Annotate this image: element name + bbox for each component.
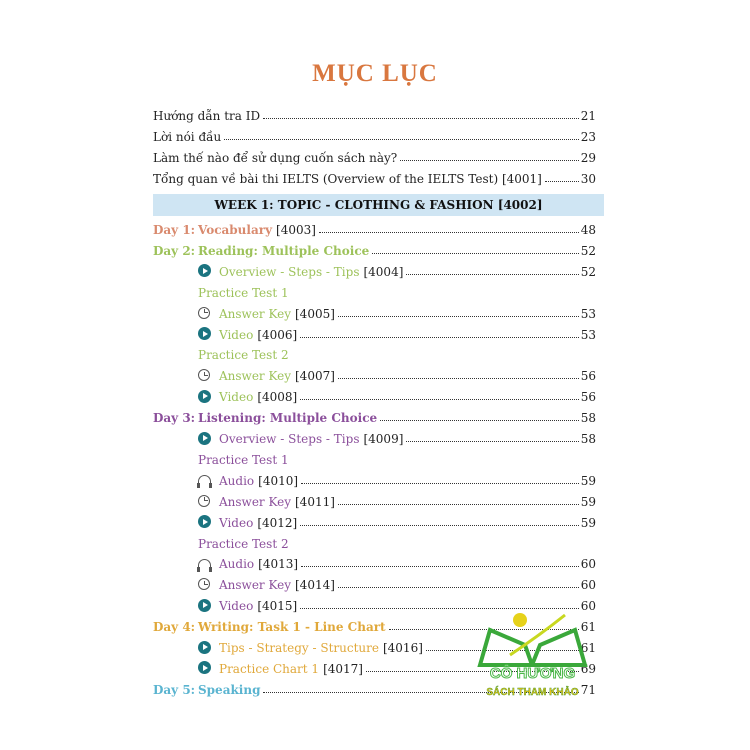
- toc-row[interactable]: [153, 489, 596, 509]
- section-title: Writing: Task 1 - Line Chart: [198, 620, 386, 635]
- icon-glyph: [198, 515, 211, 528]
- entry-code: [4011]: [295, 494, 335, 509]
- entry-code: [4010]: [258, 473, 299, 488]
- toc-row[interactable]: [153, 238, 596, 258]
- play-icon: [198, 597, 219, 613]
- play-icon: [198, 388, 219, 404]
- entry-code: [4006]: [257, 327, 298, 342]
- play-icon: [198, 430, 219, 446]
- entry-label: Practice Chart 1: [219, 661, 320, 676]
- entry-code: [4007]: [295, 369, 335, 384]
- dot-leader: [300, 337, 579, 338]
- entry-code: [4013]: [258, 557, 299, 572]
- page-number: 59: [580, 515, 596, 530]
- page-number: 69: [580, 661, 596, 676]
- page-number: 60: [580, 557, 596, 572]
- page-number: 53: [580, 306, 596, 321]
- toc-row[interactable]: [153, 342, 596, 362]
- week-header: WEEK 1: TOPIC - CLOTHING & FASHION [4002]: [153, 194, 604, 216]
- page-number: 71: [580, 682, 596, 697]
- entry-code: [4015]: [257, 599, 298, 614]
- toc-label: Hướng dẫn tra ID: [153, 109, 261, 123]
- page-number: 52: [580, 243, 596, 258]
- entry-label: Answer Key: [219, 306, 291, 321]
- page-number: 52: [580, 264, 596, 279]
- entry-code: [4005]: [295, 306, 335, 321]
- day-label: Day 2:: [153, 243, 196, 258]
- entry-code: [4004]: [363, 264, 404, 279]
- page-number: 61: [580, 641, 596, 655]
- icon-glyph: [198, 264, 211, 277]
- dot-leader: [301, 483, 579, 484]
- section-title: Listening: Multiple Choice: [198, 411, 378, 426]
- section-title: Reading: Multiple Choice: [198, 243, 370, 258]
- day-label: Day 1:: [153, 223, 196, 237]
- toc-row[interactable]: [153, 510, 596, 530]
- toc-row[interactable]: [153, 280, 596, 300]
- entry-code: [4003]: [276, 223, 316, 237]
- entry-code: [4017]: [323, 661, 363, 676]
- icon-glyph: [198, 307, 210, 319]
- toc-row[interactable]: [153, 572, 596, 592]
- icon-glyph: [198, 599, 211, 612]
- icon-glyph: [198, 369, 210, 381]
- dot-leader: [380, 420, 579, 421]
- dot-leader: [263, 118, 579, 119]
- page-number: 29: [580, 151, 596, 165]
- entry-label: Answer Key: [219, 578, 291, 593]
- toc-row[interactable]: [153, 405, 596, 425]
- page-number: 53: [580, 327, 596, 342]
- section-title: Speaking: [198, 682, 261, 697]
- dot-leader: [406, 274, 578, 275]
- dot-leader: [372, 253, 578, 254]
- toc-row[interactable]: [153, 103, 596, 123]
- icon-glyph: [198, 475, 211, 484]
- entry-label: Video: [219, 515, 254, 530]
- page-number: 30: [580, 172, 596, 186]
- clock-icon: [198, 367, 219, 383]
- page-number: 59: [580, 494, 596, 509]
- page-number: 59: [580, 473, 596, 488]
- day-label: Day 3:: [153, 411, 196, 426]
- icon-glyph: [198, 641, 211, 654]
- toc-row[interactable]: [153, 322, 596, 342]
- entry-label: Audio: [219, 557, 255, 572]
- toc-row[interactable]: [153, 447, 596, 467]
- play-icon: [198, 639, 219, 655]
- logo-subtitle: SÁCH THAM KHẢO: [486, 687, 579, 698]
- logo-name: CÔ HƯƠNG: [489, 665, 576, 682]
- entry-label: Overview - Steps - Tips: [219, 264, 360, 279]
- dot-leader: [338, 316, 579, 317]
- page-number: 58: [580, 411, 596, 426]
- day-label: Day 4:: [153, 620, 196, 635]
- dot-leader: [338, 587, 579, 588]
- entry-label: Tips - Strategy - Structure: [219, 641, 379, 655]
- dot-leader: [338, 504, 579, 505]
- entry-label: Video: [219, 599, 254, 614]
- toc-row[interactable]: [153, 426, 596, 446]
- publisher-logo: [470, 605, 600, 705]
- page-title: MỤC LỤC: [312, 60, 438, 87]
- dot-leader: [224, 139, 579, 140]
- dot-leader: [400, 160, 579, 161]
- practice-test-heading: Practice Test 2: [198, 536, 289, 551]
- toc-label: Lời nói đầu: [153, 130, 222, 144]
- toc-row[interactable]: [153, 384, 596, 404]
- dot-leader: [300, 525, 579, 526]
- clock-icon: [198, 493, 219, 509]
- play-icon: [198, 263, 219, 279]
- entry-label: Audio: [219, 473, 255, 488]
- toc-row[interactable]: [153, 468, 596, 488]
- dot-leader: [301, 566, 579, 567]
- icon-glyph: [198, 327, 211, 340]
- dot-leader: [338, 378, 579, 379]
- page-number: 23: [580, 130, 596, 144]
- dot-leader: [319, 232, 579, 233]
- dot-leader: [406, 441, 578, 442]
- toc-row[interactable]: [153, 145, 596, 165]
- entry-label: Answer Key: [219, 494, 291, 509]
- headphones-icon: [198, 472, 219, 488]
- page-number: 48: [580, 223, 596, 237]
- icon-glyph: [198, 559, 211, 568]
- entry-code: [4014]: [295, 578, 335, 593]
- practice-test-heading: Practice Test 1: [198, 452, 289, 467]
- toc-row[interactable]: [153, 551, 596, 571]
- toc-label: Làm thế nào để sử dụng cuốn sách này?: [153, 151, 398, 165]
- page-number: 56: [580, 369, 596, 384]
- entry-label: Video: [219, 390, 254, 405]
- entry-label: Overview - Steps - Tips: [219, 432, 360, 446]
- entry-code: [4009]: [363, 432, 404, 446]
- book-logo-icon: [470, 605, 595, 670]
- entry-label: Answer Key: [219, 369, 291, 384]
- toc-row[interactable]: [153, 259, 596, 279]
- clock-icon: [198, 576, 219, 592]
- page-number: 60: [580, 578, 596, 593]
- toc-row[interactable]: [153, 217, 596, 237]
- entry-code: [4008]: [257, 390, 298, 405]
- page-number: 60: [580, 599, 596, 614]
- toc-row[interactable]: [153, 124, 596, 144]
- icon-glyph: [198, 578, 210, 590]
- dot-leader: [545, 181, 579, 182]
- dot-leader: [300, 399, 579, 400]
- headphones-icon: [198, 555, 219, 571]
- entry-label: Video: [219, 327, 254, 342]
- icon-glyph: [198, 495, 210, 507]
- play-icon: [198, 326, 219, 342]
- icon-glyph: [198, 432, 211, 445]
- toc-row[interactable]: [153, 166, 596, 186]
- page-number: 21: [580, 109, 596, 123]
- toc-row[interactable]: [153, 531, 596, 551]
- entry-code: [4016]: [382, 641, 423, 655]
- toc-row[interactable]: [153, 301, 596, 321]
- page-number: 56: [580, 390, 596, 405]
- clock-icon: [198, 305, 219, 321]
- icon-glyph: [198, 661, 211, 674]
- day-label: Day 5:: [153, 682, 196, 697]
- toc-label: Tổng quan về bài thi IELTS (Overview of the IELTS Test) [4001]: [153, 172, 542, 186]
- play-icon: [198, 514, 219, 530]
- play-icon: [198, 660, 219, 676]
- practice-test-heading: Practice Test 1: [198, 285, 289, 300]
- icon-glyph: [198, 390, 211, 403]
- practice-test-heading: Practice Test 2: [198, 348, 289, 363]
- page-number: 61: [580, 620, 596, 635]
- toc-row[interactable]: [153, 363, 596, 383]
- page-number: 58: [580, 432, 596, 446]
- section-title: Vocabulary: [198, 223, 273, 237]
- entry-code: [4012]: [257, 515, 298, 530]
